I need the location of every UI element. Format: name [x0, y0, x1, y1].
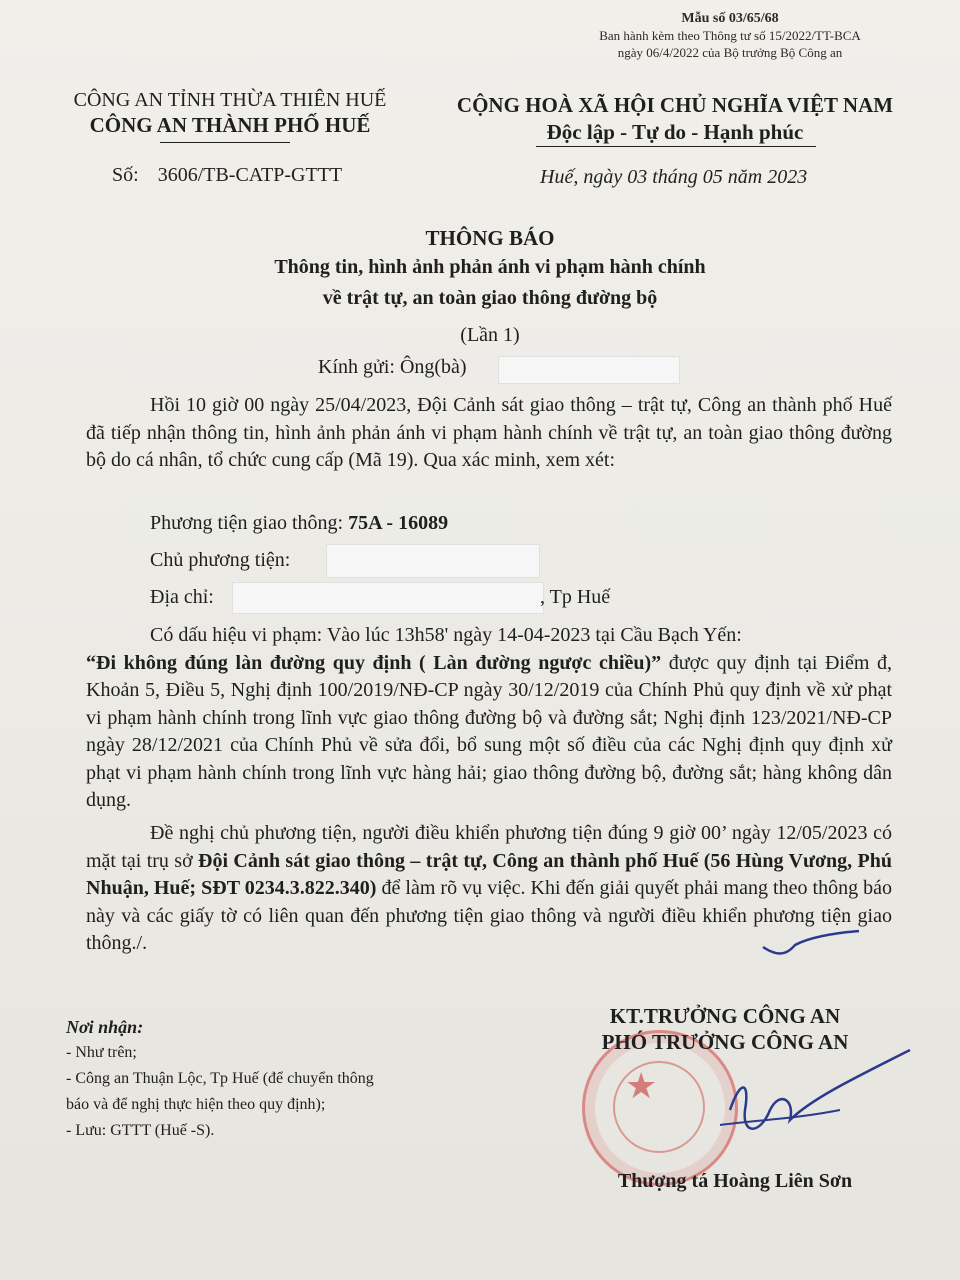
handwritten-signature — [700, 1040, 920, 1150]
handwritten-mark — [755, 925, 865, 965]
address-suffix: , Tp Huế — [540, 586, 611, 608]
request-part2: để làm rõ vụ việc. Khi đến giải quyết phải mang theo thông báo này và các giấy tờ có liên quan đến phương tiện giao thông và người điều khiển phương tiện giao thông./. — [86, 877, 893, 954]
notice-subtitle-2: về trật tự, an toàn giao thông đường bộ — [322, 287, 658, 309]
agency-underline — [160, 142, 290, 143]
violation-name: “Đi không đúng làn đường quy định ( Làn đường ngược chiều)” — [86, 651, 662, 674]
agency-heading — [40, 88, 420, 138]
address-label: Địa chỉ: — [150, 586, 214, 608]
paragraph-violation — [86, 622, 892, 815]
agency-parent: CÔNG AN TỈNH THỪA THIÊN HUẾ — [73, 89, 387, 111]
violation-intro: Có dấu hiệu vi phạm: Vào lúc 13h58' ngày 14-04-2023 tại Cầu Bạch Yến: — [150, 624, 742, 646]
signer-name: Thượng tá Hoàng Liên Sơn — [617, 1170, 853, 1192]
seal-star-icon: ★ — [625, 1066, 658, 1106]
recipients-block — [66, 1014, 374, 1144]
vehicle-line — [150, 510, 448, 538]
form-meta — [560, 10, 900, 61]
document-number-label: Số: — [112, 164, 139, 186]
agency-unit: CÔNG AN THÀNH PHỐ HUẾ — [89, 113, 371, 137]
recipients-item-2b: báo và để nghị thực hiện theo quy định); — [66, 1096, 326, 1113]
owner-label: Chủ phương tiện: — [150, 549, 291, 571]
form-issued-line1: Ban hành kèm theo Thông tư số 15/2022/TT-BCA — [599, 28, 861, 43]
notice-title: THÔNG BÁO — [425, 226, 555, 250]
nation-motto: Độc lập - Tự do - Hạnh phúc — [546, 120, 804, 144]
document-number-value: 3606/TB-CATP-GTTT — [157, 164, 343, 186]
violation-legal-basis: được quy định tại Điểm đ, Khoản 5, Điều 5, Nghị định 100/2019/NĐ-CP ngày 30/12/2019 của Chính Phủ quy định về xử phạt vi phạm hành chính trong lĩnh vực giao thông đường bộ và đường sắt; Nghị định 123/2021/NĐ-CP ngày 28/12/2021 của Chính Phủ về sửa đổi, bổ sung một số điều của các Nghị định quy định xử phạt vi phạm hành chính trong lĩnh vực hàng hải; giao thông đường bộ, đường sắt; hàng không dân dụng. — [86, 651, 892, 811]
notice-subtitle-1: Thông tin, hình ảnh phản ánh vi phạm hành chính — [274, 256, 706, 278]
vehicle-plate: 75A - 16089 — [348, 512, 449, 534]
nation-name: CỘNG HOÀ XÃ HỘI CHỦ NGHĨA VIỆT NAM — [456, 93, 894, 117]
form-number: Mẫu số 03/65/68 — [681, 11, 779, 26]
recipients-item-2a: - Công an Thuận Lộc, Tp Huế (để chuyển thông — [66, 1070, 374, 1087]
signature-title-1: KT.TRƯỞNG CÔNG AN — [609, 1004, 841, 1028]
paragraph-receipt: Hồi 10 giờ 00 ngày 25/04/2023, Đội Cảnh sát giao thông – trật tự, Công an thành phố Huế đã tiếp nhận thông tin, hình ảnh phản ánh vi phạm hành chính về trật tự, an toàn giao thông đường bộ do cá nhân, tổ chức cung cấp (Mã 19). Qua xác minh, xem xét: — [86, 394, 892, 471]
place-date: Huế, ngày 03 tháng 05 năm 2023 — [540, 166, 808, 188]
recipients-item-1: - Như trên; — [66, 1044, 137, 1061]
notice-round: (Lần 1) — [460, 324, 520, 346]
recipients-item-3: - Lưu: GTTT (Huế -S). — [66, 1122, 215, 1139]
nation-heading — [440, 92, 910, 146]
recipients-heading: Nơi nhận: — [66, 1017, 144, 1037]
addressee-redacted — [498, 356, 680, 384]
request-part1: Đề nghị chủ phương tiện, người điều khiển phương tiện đúng 9 giờ 00’ ngày 12/05/2023 có mặt tại trụ sở — [86, 822, 892, 872]
address-redacted — [232, 582, 544, 614]
owner-redacted — [326, 544, 540, 578]
document-number — [112, 164, 342, 187]
vehicle-label: Phương tiện giao thông: — [150, 512, 344, 534]
signature-title-2: PHÓ TRƯỞNG CÔNG AN — [601, 1030, 849, 1054]
request-office: Đội Cảnh sát giao thông – trật tự, Công an thành phố Huế (56 Hùng Vương, Phú Nhuận, Huế; SĐT 0234.3.822.340) — [86, 849, 892, 899]
motto-underline — [536, 146, 816, 147]
addressee-label: Kính gửi: Ông(bà) — [318, 356, 467, 378]
form-issued-line2: ngày 06/4/2022 của Bộ trưởng Bộ Công an — [617, 45, 843, 60]
